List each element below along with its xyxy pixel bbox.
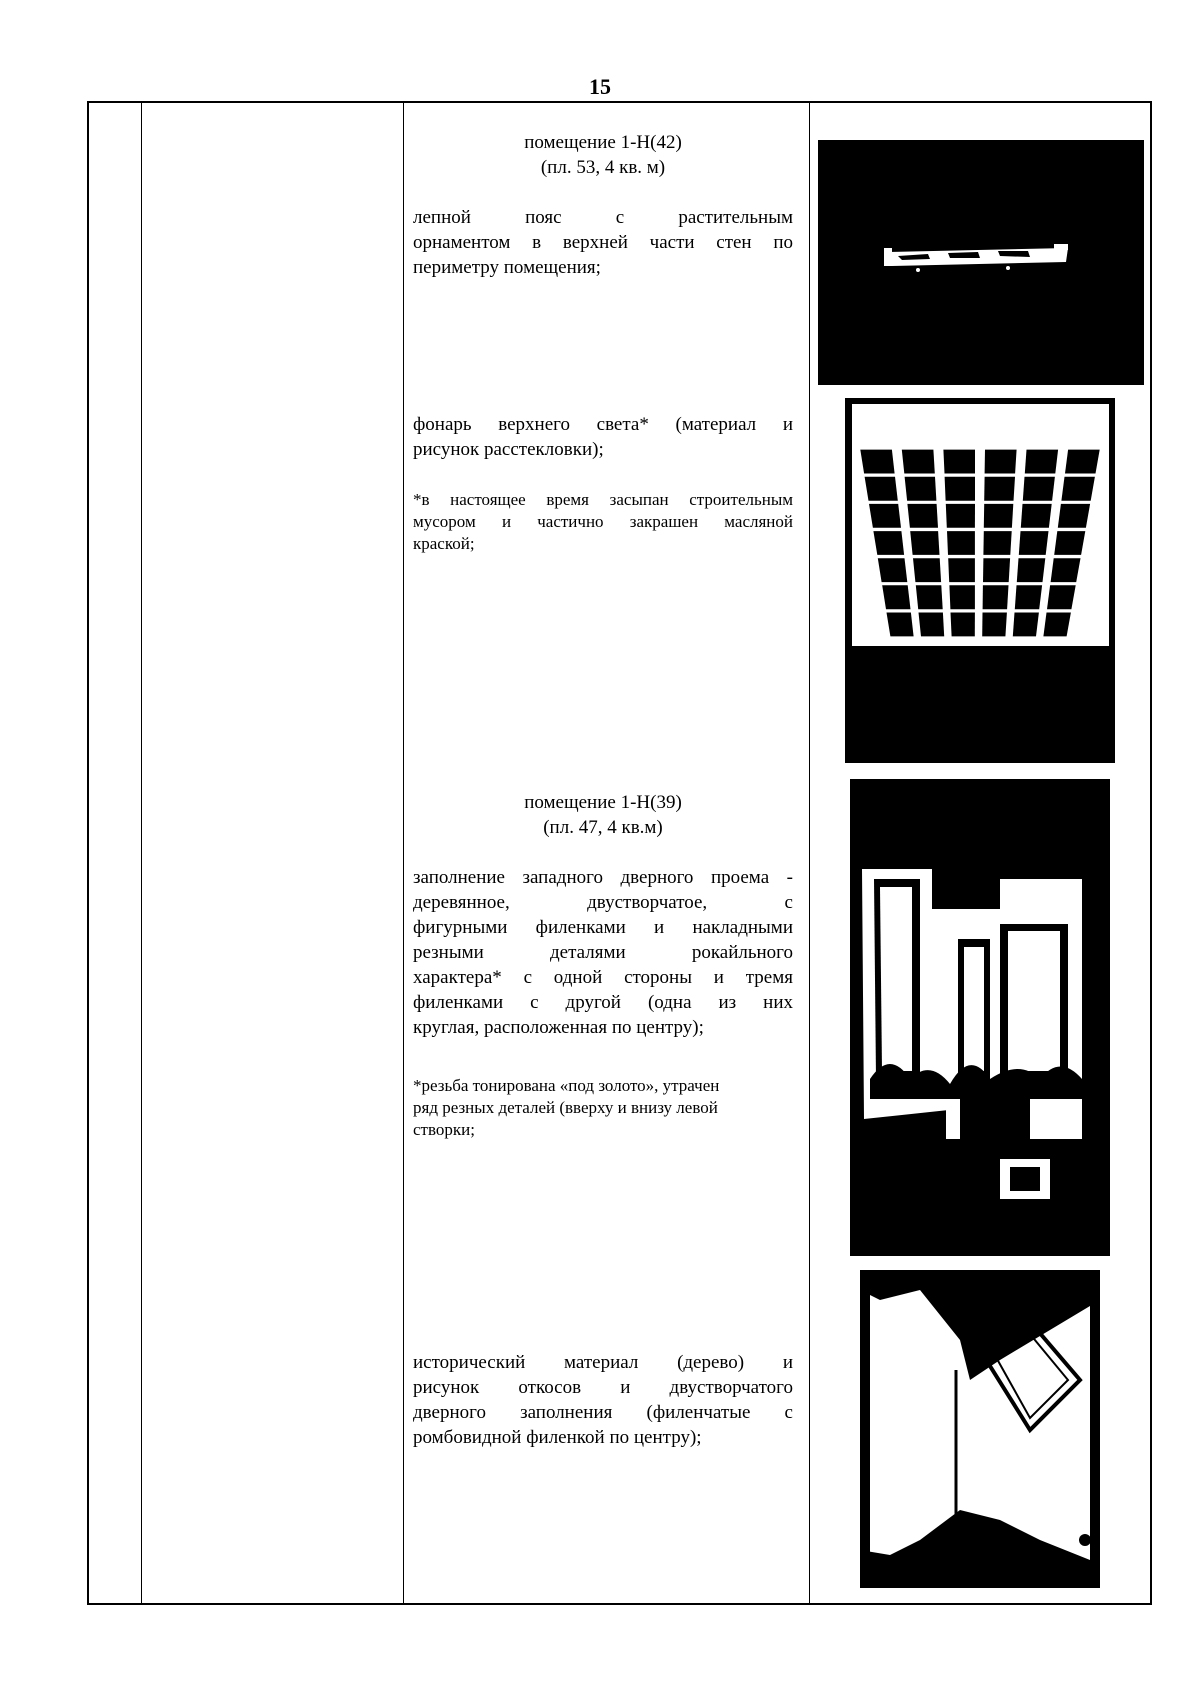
skylight-pane — [984, 477, 1015, 501]
room-area: (пл. 47, 4 кв.м) — [543, 817, 663, 838]
room-title: помещение 1-Н(39) — [524, 792, 682, 813]
skylight-pane — [913, 558, 941, 582]
text-line: рисунок расстекловки); — [413, 439, 604, 460]
skylight-pane — [1021, 504, 1052, 528]
skylight-pane — [865, 477, 898, 501]
page-number: 15 — [589, 74, 611, 99]
skylight-pane — [984, 504, 1014, 528]
text-line: фигурными филенками и накладными — [413, 917, 793, 938]
skylight-pane — [860, 450, 894, 474]
skylight-pane — [902, 450, 935, 474]
text-line: рисунок откосов и двустворчатого — [413, 1377, 793, 1398]
text-line: резными деталями рокайльного — [413, 942, 793, 963]
skylight-pane — [916, 585, 943, 609]
skylight-pane — [1047, 585, 1076, 609]
skylight-pane — [1058, 504, 1090, 528]
skylight-pane — [873, 531, 904, 555]
skylight-pane — [945, 477, 975, 501]
skylight-pane — [1015, 585, 1042, 609]
skylight-pane — [949, 585, 975, 609]
skylight-pane — [983, 558, 1010, 582]
text-line: фонарь верхнего света* (материал и — [413, 414, 793, 435]
skylight-pane — [948, 558, 975, 582]
text-line: круглая, расположенная по центру); — [413, 1017, 704, 1038]
skylight-pane — [1019, 531, 1049, 555]
skylight-pane — [910, 531, 939, 555]
skylight-pane — [1025, 450, 1058, 474]
note-line: ряд резных деталей (вверху и внизу левой — [413, 1098, 718, 1117]
text-line: ромбовидной филенкой по центру); — [413, 1427, 702, 1448]
skylight-pane — [985, 450, 1017, 474]
door-description — [413, 865, 793, 1040]
skylight-pane — [1061, 477, 1095, 501]
paneled-door-photo — [860, 1270, 1100, 1588]
skylight-pane — [983, 531, 1011, 555]
carved-door-photo — [850, 779, 1110, 1256]
skylight-pane — [869, 504, 901, 528]
skylight-pane — [882, 585, 910, 609]
stucco-frieze-photo — [818, 140, 1144, 385]
note-line: *в настоящее время засыпан строительным — [413, 490, 793, 509]
note-line: *резьба тонирована «под золото», утрачен — [413, 1076, 720, 1095]
skylight-pane — [1017, 558, 1046, 582]
skylight-pane — [947, 531, 975, 555]
note-line: створки; — [413, 1120, 475, 1139]
skylight-pane — [905, 477, 937, 501]
column-divider — [403, 103, 404, 1603]
text-line: дверного заполнения (филенчатые с — [413, 1402, 793, 1423]
column-divider — [809, 103, 810, 1603]
section-2-heading — [413, 790, 793, 840]
section-1-heading — [413, 130, 793, 180]
text-line: заполнение западного дверного проема - — [413, 867, 793, 888]
paneled-door-description — [413, 1350, 793, 1450]
skylight-pane — [943, 450, 975, 474]
skylight-pane — [1051, 558, 1081, 582]
note-line: мусором и частично закрашен масляной — [413, 512, 793, 531]
stucco-frieze-description — [413, 205, 793, 280]
skylight-pane — [907, 504, 938, 528]
text-line: орнаментом в верхней части стен по — [413, 232, 793, 253]
skylight-pane — [919, 613, 945, 637]
skylight-pane — [878, 558, 908, 582]
text-line: характера* с одной стороны и тремя — [413, 967, 793, 988]
text-line: периметру помещения; — [413, 257, 601, 278]
skylight-pane — [1065, 450, 1100, 474]
room-area: (пл. 53, 4 кв. м) — [540, 157, 666, 178]
skylight-pane — [982, 613, 1007, 637]
skylight-pane — [1043, 613, 1071, 637]
skylight-pane — [1054, 531, 1085, 555]
text-line: исторический материал (дерево) и — [413, 1352, 793, 1373]
skylight-pane — [983, 585, 1009, 609]
skylight-description — [413, 412, 793, 462]
column-divider — [141, 103, 142, 1603]
door-note — [413, 1075, 793, 1141]
skylight-grid-photo — [845, 398, 1115, 763]
room-title: помещение 1-Н(42) — [524, 132, 682, 153]
text-line: лепной пояс с растительным — [413, 207, 793, 228]
skylight-pane — [887, 613, 914, 637]
skylight-pane — [946, 504, 975, 528]
text-line: филенками с другой (одна из них — [413, 992, 793, 1013]
text-line: деревянное, двустворчатое, с — [413, 892, 793, 913]
skylight-pane — [1013, 613, 1039, 637]
note-line: краской; — [413, 534, 475, 553]
skylight-pane — [1023, 477, 1055, 501]
skylight-note — [413, 489, 793, 555]
skylight-pane — [951, 613, 975, 637]
